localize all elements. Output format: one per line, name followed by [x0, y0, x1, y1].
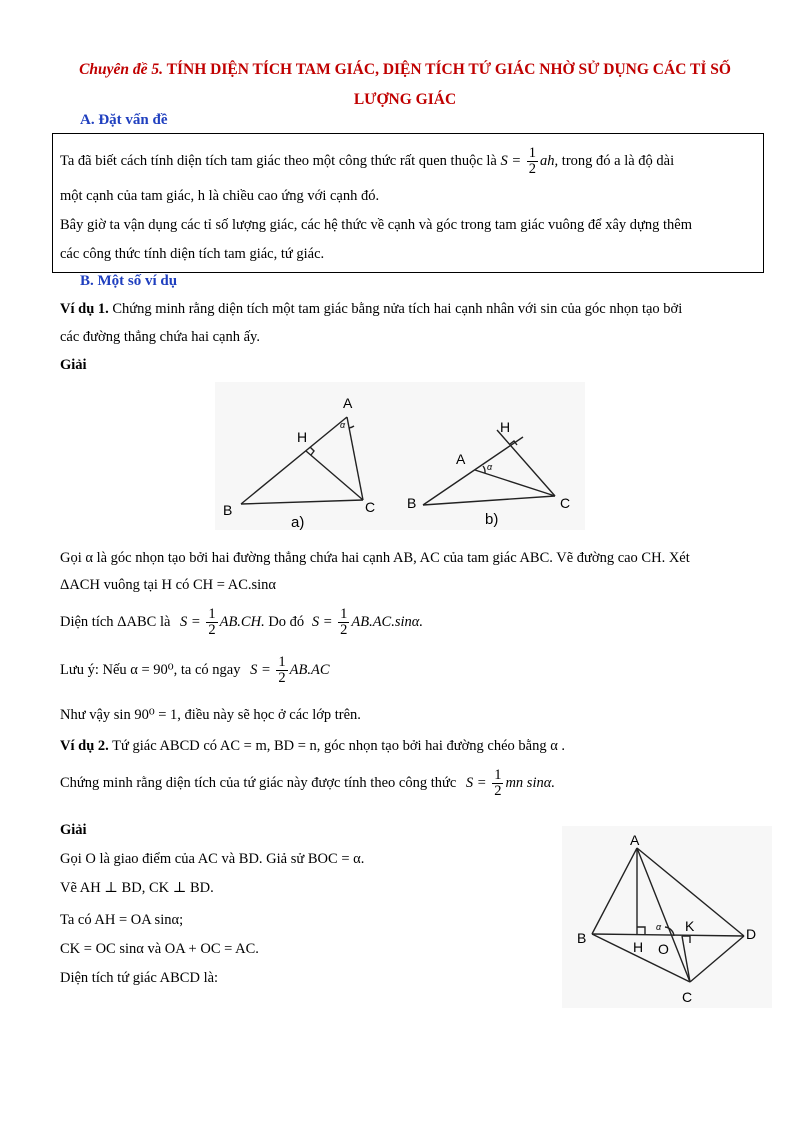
label-a-B: B	[223, 502, 233, 518]
label-a-alpha: α	[340, 420, 346, 430]
therefore-text: Do đó	[268, 613, 305, 630]
figure-b-caption: b)	[485, 511, 499, 528]
formula-mn-sin: mn sinα.	[505, 774, 555, 791]
example-1-text-1: Chứng minh rằng diện tích một tam giác bằng nửa tích hai cạnh nhân với sin của góc nhọn tạo bởi	[112, 301, 683, 317]
label-quad-O: O	[658, 941, 669, 957]
label-quad-H: H	[633, 939, 644, 955]
label-b-C: C	[560, 495, 571, 511]
label-b-alpha: α	[487, 462, 493, 472]
formula-ab-ac-sin: AB.AC.sinα.	[351, 613, 424, 630]
label-quad-D: D	[746, 926, 757, 942]
title-prefix: Chuyên đề 5.	[79, 61, 164, 78]
example-2-sol-line-2: Vẽ AH ⊥ BD, CK ⊥ BD.	[60, 880, 214, 896]
area-text: Diện tích ΔABC là	[60, 613, 171, 630]
example-2-sol-line-4: CK = OC sinα và OA + OC = AC.	[60, 941, 259, 957]
example-1-label: Ví dụ 1.	[60, 301, 109, 317]
example-1-solution-label: Giải	[60, 357, 87, 373]
label-quad-B: B	[577, 930, 587, 946]
example-2-line-2: Chứng minh rằng diện tích của tứ giác này được tính theo công thức S = $\frac{1}{2}$ mn sinα.	[60, 767, 555, 799]
formula-ab-ch: AB.CH.	[219, 613, 265, 630]
label-quad-A: A	[630, 832, 640, 848]
note-text: Lưu ý: Nếu α = 90⁰, ta có ngay	[60, 661, 241, 678]
figure-a-caption: a)	[291, 514, 305, 530]
example-2-label: Ví dụ 2.	[60, 738, 109, 754]
example-2-sol-line-3: Ta có AH = OA sinα;	[60, 912, 184, 928]
example-1-note-2: Như vậy sin 90⁰ = 1, điều này sẽ học ở các lớp trên.	[60, 707, 361, 723]
label-b-B: B	[407, 495, 417, 511]
label-a-A: A	[343, 395, 353, 411]
section-b-heading: B. Một số ví dụ	[80, 273, 178, 289]
example-1-sol-line-1: Gọi α là góc nhọn tạo bởi hai đường thẳng chứa hai cạnh AB, AC của tam giác ABC. Vẽ đường cao CH. Xét	[60, 550, 690, 566]
label-b-H: H	[500, 419, 511, 435]
example-2-text-2: Chứng minh rằng diện tích của tứ giác này được tính theo công thức	[60, 774, 457, 791]
label-quad-K: K	[685, 918, 695, 934]
box-line-4: các công thức tính diện tích tam giác, tứ giác.	[60, 246, 325, 262]
example-2-solution-label: Giải	[60, 822, 87, 838]
box-line-1-text-a: Ta đã biết cách tính diện tích tam giác theo một công thức rất quen thuộc là	[60, 153, 497, 169]
label-quad-C: C	[682, 989, 693, 1005]
box-line-2: một cạnh của tam giác, h là chiều cao ứng với cạnh đó.	[60, 188, 380, 204]
title-main: TÍNH DIỆN TÍCH TAM GIÁC, DIỆN TÍCH TỨ GIÁC NHỜ SỬ DỤNG CÁC TỈ SỐ LƯỢNG GIÁC	[166, 61, 731, 108]
label-quad-alpha: α	[656, 922, 662, 932]
example-1-sol-line-3: Diện tích ΔABC là S = $\frac{1}{2}$ AB.CH. Do đó S = $\frac{1}{2}$ AB.AC.sinα.	[60, 606, 424, 638]
example-1-sol-line-2: ΔACH vuông tại H có CH = AC.sinα	[60, 577, 277, 593]
example-1-line-1	[60, 301, 682, 318]
label-b-A: A	[456, 451, 466, 467]
example-2-line-1	[60, 738, 565, 755]
quadrilateral-figure	[562, 826, 772, 1008]
section-a-heading: A. Đặt vấn đề	[80, 112, 168, 128]
box-line-1	[60, 146, 674, 177]
formula-ab-ac: AB.AC	[289, 661, 330, 678]
example-1-line-2: các đường thẳng chứa hai cạnh ấy.	[60, 329, 260, 345]
formula-ah: ah,	[540, 153, 559, 169]
box-line-3: Bây giờ ta vận dụng các tỉ số lượng giác, các hệ thức về cạnh và góc trong tam giác vuông để xây dựng thêm	[60, 217, 693, 233]
box-line-1-text-b: trong đó a là độ dài	[561, 153, 675, 169]
example-1-note: Lưu ý: Nếu α = 90⁰, ta có ngay S = $\frac{1}{2}$ AB.AC	[60, 654, 330, 686]
example-2-text-1: Tứ giác ABCD có AC = m, BD = n, góc nhọn tạo bởi hai đường chéo bằng α .	[112, 738, 566, 754]
triangle-figures	[215, 382, 585, 530]
fraction-half: $\frac{1}{2}$	[528, 145, 537, 178]
example-2-sol-line-1: Gọi O là giao điểm của AC và BD. Giả sử BOC = α.	[60, 851, 365, 867]
page-title	[60, 55, 750, 115]
label-a-C: C	[365, 499, 376, 515]
formula-s-eq: S =	[500, 153, 522, 169]
label-a-H: H	[297, 429, 308, 445]
example-2-sol-line-5: Diện tích tứ giác ABCD là:	[60, 970, 219, 986]
